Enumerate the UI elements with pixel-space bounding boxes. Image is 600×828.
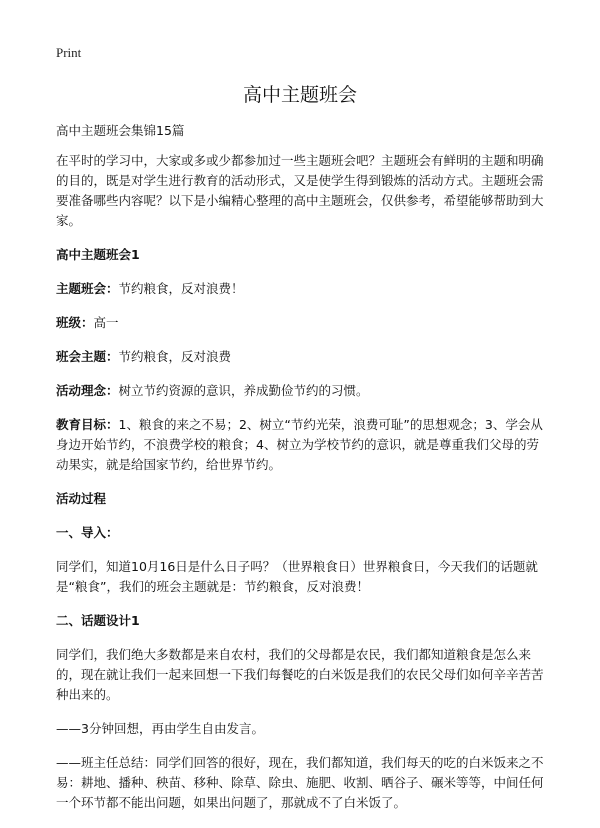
step1-paragraph: 同学们，知道10月16日是什么日子吗？（世界粮食日）世界粮食日，今天我们的话题就是“粮食”，我们的班会主题就是：节约粮食，反对浪费！ — [56, 559, 538, 594]
document-subtitle: 高中主题班会集锦15篇 — [56, 123, 185, 138]
step2-note: ——3分钟回想，再由学生自由发言。 — [56, 721, 264, 736]
intro-paragraph: 在平时的学习中，大家或多或少都参加过一些主题班会吧？主题班会有鲜明的主题和明确的目的，既是对学生进行教育的活动形式，又是使学生得到锻炼的活动方式。主题班会需要准备哪些内容呢？以下是小编精心整理的高中主题班会，仅供参考，希望能够帮助到大家。 — [56, 153, 544, 228]
document-body — [56, 121, 548, 827]
step1-heading: 一、导入： — [56, 525, 119, 540]
print-link[interactable]: Print — [56, 45, 82, 60]
field-education-goals — [56, 415, 548, 475]
field-label: 班会主题： — [56, 349, 119, 364]
field-value: 高一 — [93, 315, 119, 330]
field-value: 节约粮食，反对浪费！ — [118, 281, 244, 296]
step2-summary: ——班主任总结：同学们回答的很好，现在，我们都知道，我们每天的吃的白米饭来之不易：耕地、播种、秧苗、移种、除草、除虫、施肥、收割、晒谷子、碾米等等，中间任何一个环节都不能出问题，如果出问题了，那就成不了白米饭了。 — [56, 755, 544, 810]
field-theme — [56, 279, 548, 299]
field-label: 班级： — [56, 315, 94, 330]
field-label: 教育目标： — [56, 417, 119, 432]
section-heading: 高中主题班会1 — [56, 247, 140, 262]
step2-heading: 二、话题设计1 — [56, 613, 140, 628]
field-label: 主题班会： — [56, 281, 119, 296]
field-value: 节约粮食，反对浪费 — [118, 349, 232, 364]
step2-paragraph: 同学们，我们绝大多数都是来自农村，我们的父母都是农民，我们都知道粮食是怎么来的，现在就让我们一起来回想一下我们每餐吃的白米饭是我们的农民父母们如何辛辛苦苦种出来的。 — [56, 647, 544, 702]
field-label: 活动理念： — [56, 383, 119, 398]
field-class — [56, 313, 548, 333]
field-meeting-theme — [56, 347, 548, 367]
process-heading: 活动过程 — [56, 491, 107, 506]
field-value: 1、粮食的来之不易；2、树立“节约光荣，浪费可耻”的思想观念；3、学会从身边开始节约，不浪费学校的粮食；4、树立为学校节约的意识，就是尊重我们父母的劳动果实，就是给国家节约，给世界节约。 — [56, 417, 543, 472]
field-value: 树立节约资源的意识，养成勤俭节约的习惯。 — [118, 383, 369, 398]
field-activity-concept — [56, 381, 548, 401]
page-title: 高中主题班会 — [242, 84, 357, 106]
